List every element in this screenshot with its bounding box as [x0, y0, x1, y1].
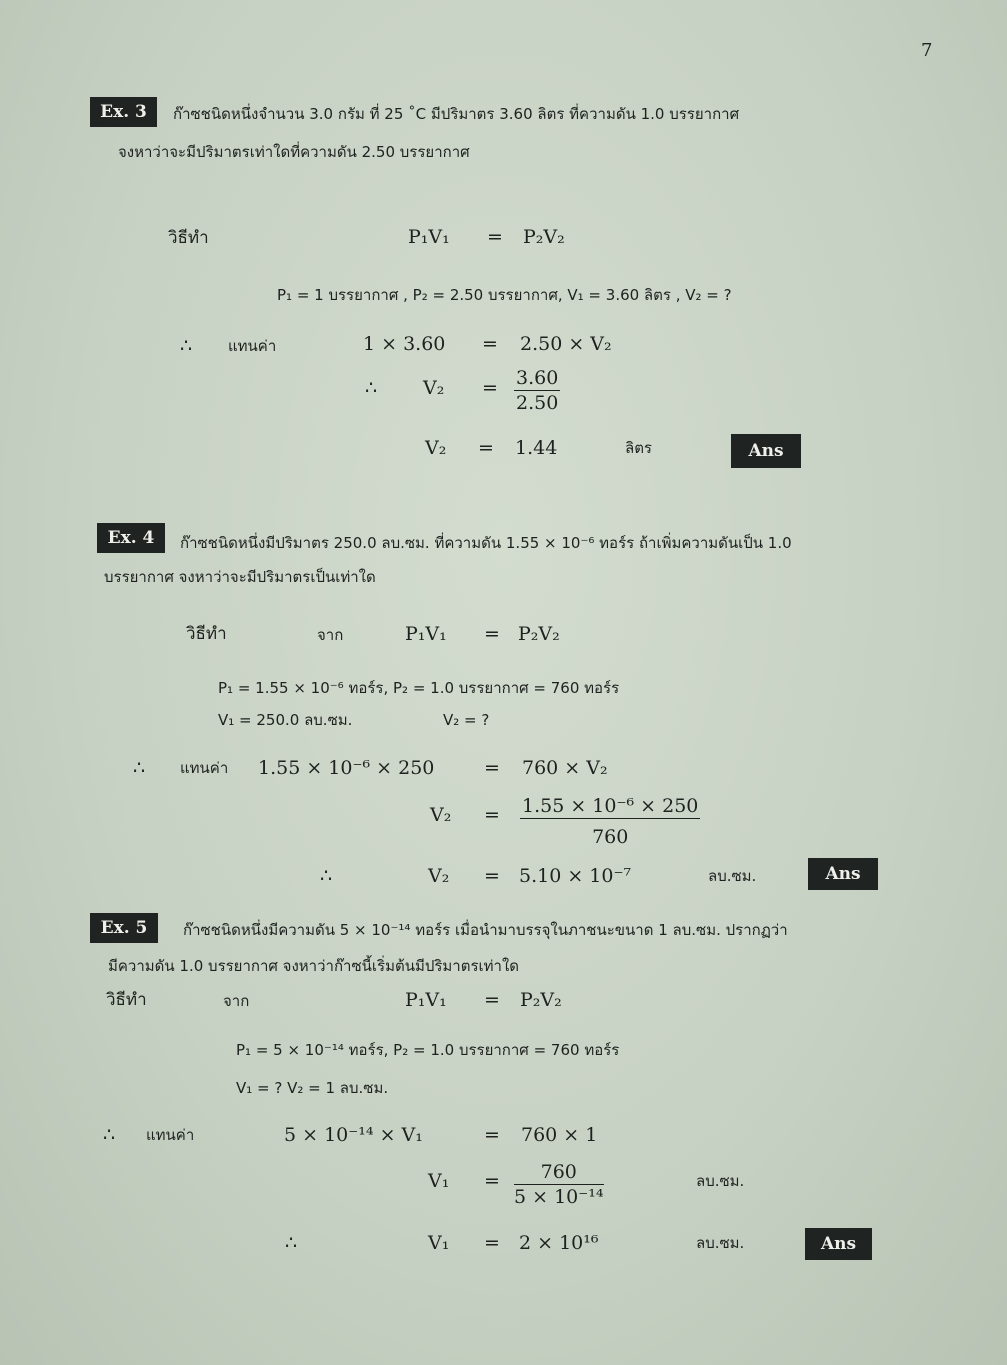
substitution-left: 1.55 × 10⁻⁶ × 250: [258, 757, 435, 779]
method-label: วิธีทำ: [186, 624, 227, 644]
formula-left: P₁V₁: [408, 226, 450, 248]
therefore-symbol: ∴: [320, 865, 333, 887]
question-line-2: จงหาว่าจะมีปริมาตรเท่าใดที่ความดัน 2.50 บรรยากาศ: [118, 143, 470, 161]
therefore-symbol: ∴: [365, 377, 378, 399]
variable-v1: V₁: [428, 1232, 450, 1254]
given-pressures: P₁ = 5 × 10⁻¹⁴ ทอร์ร, P₂ = 1.0 บรรยากาศ = 760 ทอร์ร: [236, 1041, 620, 1059]
variable-v2: V₂: [423, 377, 445, 399]
result-unit: ลบ.ซม.: [708, 867, 757, 885]
method-label: วิธีทำ: [106, 990, 147, 1010]
equals-sign: =: [482, 333, 498, 355]
equals-sign: =: [484, 1232, 500, 1254]
answer-badge: Ans: [805, 1228, 872, 1260]
equals-sign: =: [484, 865, 500, 887]
result-unit: ลบ.ซม.: [696, 1234, 745, 1252]
formula-right: P₂V₂: [518, 623, 560, 645]
equals-sign: =: [484, 1170, 500, 1192]
therefore-symbol: ∴: [285, 1232, 298, 1254]
given-pressures: P₁ = 1.55 × 10⁻⁶ ทอร์ร, P₂ = 1.0 บรรยากาศ = 760 ทอร์ร: [218, 679, 620, 697]
question-line-2: มีความดัน 1.0 บรรยากาศ จงหาว่าก๊าซนี้เริ่มต้นมีปริมาตรเท่าใด: [108, 957, 520, 975]
question-line-1: ก๊าซชนิดหนึ่งมีความดัน 5 × 10⁻¹⁴ ทอร์ร เมื่อนำมาบรรจุในภาชนะขนาด 1 ลบ.ซม. ปรากฏว่า: [183, 921, 788, 939]
substitution-left: 1 × 3.60: [363, 333, 446, 355]
equals-sign: =: [484, 804, 500, 826]
result-unit: ลิตร: [625, 439, 652, 457]
answer-badge: Ans: [808, 858, 878, 890]
question-line-2: บรรยากาศ จงหาว่าจะมีปริมาตรเป็นเท่าใด: [104, 568, 376, 586]
fraction: [514, 366, 560, 415]
question-line-1: ก๊าซชนิดหนึ่งจำนวน 3.0 กรัม ที่ 25 ˚C มีปริมาตร 3.60 ลิตร ที่ความดัน 1.0 บรรยากาศ: [173, 105, 740, 123]
equals-sign: =: [487, 226, 503, 248]
substitution-left: 5 × 10⁻¹⁴ × V₁: [284, 1124, 423, 1146]
substitute-label: แทนค่า: [180, 759, 229, 777]
fraction-numerator: 760: [514, 1160, 604, 1185]
answer-badge: Ans: [731, 434, 801, 468]
formula-right: P₂V₂: [523, 226, 565, 248]
from-label: จาก: [317, 626, 344, 644]
formula-left: P₁V₁: [405, 623, 447, 645]
therefore-symbol: ∴: [103, 1124, 116, 1146]
fraction-unit: ลบ.ซม.: [696, 1172, 745, 1190]
equals-sign: =: [478, 437, 494, 459]
page-number: 7: [921, 40, 933, 61]
therefore-symbol: ∴: [133, 757, 146, 779]
equals-sign: =: [484, 623, 500, 645]
fraction: [520, 794, 700, 849]
method-label: วิธีทำ: [168, 228, 209, 248]
formula-right: P₂V₂: [520, 989, 562, 1011]
equals-sign: =: [484, 1124, 500, 1146]
equals-sign: =: [482, 377, 498, 399]
substitution-right: 760 × V₂: [522, 757, 608, 779]
given-volumes: V₁ = ? V₂ = 1 ลบ.ซม.: [236, 1079, 389, 1097]
therefore-symbol: ∴: [180, 335, 193, 357]
example-5-badge: Ex. 5: [90, 913, 158, 943]
from-label: จาก: [223, 992, 250, 1010]
fraction-numerator: 3.60: [516, 367, 559, 389]
fraction: [514, 1160, 604, 1209]
example-4-badge: Ex. 4: [97, 523, 165, 553]
fraction-numerator: 1.55 × 10⁻⁶ × 250: [522, 795, 699, 817]
fraction-denominator: 2.50: [516, 392, 559, 414]
example-3-badge: Ex. 3: [90, 97, 157, 127]
result-value: 5.10 × 10⁻⁷: [519, 865, 632, 887]
equals-sign: =: [484, 989, 500, 1011]
given-v2: V₂ = ?: [443, 711, 490, 729]
question-line-1: ก๊าซชนิดหนึ่งมีปริมาตร 250.0 ลบ.ซม. ที่ความดัน 1.55 × 10⁻⁶ ทอร์ร ถ้าเพิ่มความดันเป็น 1.0: [180, 534, 792, 552]
variable-v2: V₂: [425, 437, 447, 459]
substitution-right: 2.50 × V₂: [520, 333, 612, 355]
substitute-label: แทนค่า: [228, 337, 277, 355]
substitute-label: แทนค่า: [146, 1126, 195, 1144]
variable-v2: V₂: [428, 865, 450, 887]
given-values: P₁ = 1 บรรยากาศ , P₂ = 2.50 บรรยากาศ, V₁ = 3.60 ลิตร , V₂ = ?: [277, 286, 732, 304]
variable-v2: V₂: [430, 804, 452, 826]
equals-sign: =: [484, 757, 500, 779]
fraction-denominator: 5 × 10⁻¹⁴: [514, 1186, 604, 1208]
fraction-denominator: 760: [592, 826, 629, 848]
formula-left: P₁V₁: [405, 989, 447, 1011]
given-v1: V₁ = 250.0 ลบ.ซม.: [218, 711, 353, 729]
result-value: 1.44: [515, 437, 558, 459]
result-value: 2 × 10¹⁶: [519, 1232, 599, 1254]
variable-v1: V₁: [428, 1170, 450, 1192]
substitution-right: 760 × 1: [521, 1124, 598, 1146]
